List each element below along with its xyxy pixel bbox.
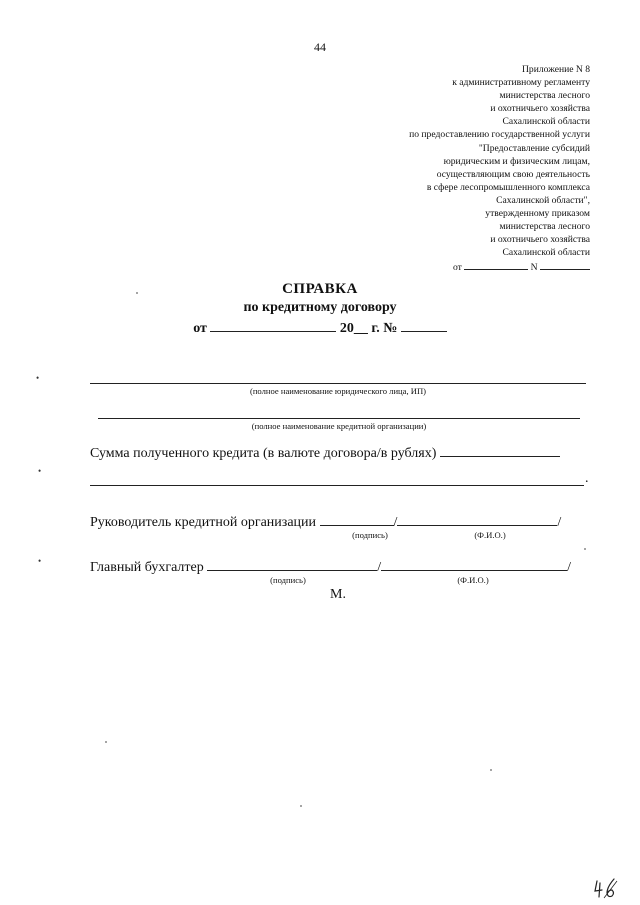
appendix-line: по предоставлению государственной услуги	[409, 129, 590, 141]
reference-from-label: от	[452, 262, 462, 274]
document-subtitle: по кредитному договору	[243, 300, 397, 315]
appendix-line: "Предоставление субсидий	[478, 142, 590, 154]
seal-label: М.	[330, 587, 346, 602]
contract-number-blank	[401, 318, 447, 332]
scan-speck	[490, 769, 492, 771]
head-name-caption: (Ф.И.О.)	[474, 530, 506, 540]
head-label: Руководитель кредитной организации	[90, 515, 317, 530]
credit-amount-label: Сумма полученного кредита (в валюте договора/в рублях)	[90, 446, 437, 461]
document-date-line	[0, 318, 640, 337]
accountant-label: Главный бухгалтер	[90, 560, 204, 575]
accountant-signature-field	[90, 557, 571, 576]
appendix-line: к административному регламенту	[452, 77, 590, 89]
head-slash: /	[393, 515, 398, 530]
credit-amount-field	[90, 443, 560, 462]
appendix-line: министерства лесного	[499, 90, 590, 102]
credit-org-caption: (полное наименование кредитной организации)	[251, 421, 427, 431]
credit-amount-period: .	[585, 471, 589, 486]
reference-number-blank	[540, 260, 590, 270]
scan-speck	[105, 741, 107, 743]
entity-name-line	[90, 383, 586, 384]
appendix-line: и охотничьего хозяйства	[490, 234, 590, 246]
appendix-line: министерства лесного	[499, 221, 590, 233]
punch-mark: •	[38, 466, 42, 476]
handwritten-page-mark	[594, 877, 620, 899]
scan-speck	[136, 292, 138, 294]
page-number: 44	[314, 40, 326, 54]
reference-date-blank	[464, 260, 528, 270]
head-name-blank	[397, 512, 557, 526]
appendix-line: и охотничьего хозяйства	[490, 103, 590, 115]
appendix-line: утвержденному приказом	[485, 208, 590, 220]
document-title: СПРАВКА	[282, 281, 358, 297]
accountant-name-caption: (Ф.И.О.)	[457, 575, 489, 585]
entity-name-caption: (полное наименование юридического лица, ИП)	[249, 386, 427, 396]
punch-mark: •	[38, 556, 42, 566]
credit-amount-blank	[440, 443, 560, 457]
head-slash-end: /	[557, 515, 562, 530]
scan-speck	[300, 805, 302, 807]
punch-mark: •	[36, 373, 40, 383]
credit-org-line	[98, 418, 580, 419]
head-signature-caption: (подпись)	[352, 530, 388, 540]
accountant-slash: /	[377, 560, 382, 575]
appendix-reference-line	[290, 260, 590, 274]
accountant-slash-end: /	[567, 560, 572, 575]
reference-number-label: N	[530, 262, 538, 274]
head-signature-blank	[320, 512, 394, 526]
accountant-signature-caption: (подпись)	[270, 575, 306, 585]
appendix-line: юридическим и физическим лицам,	[443, 155, 590, 167]
appendix-line: Сахалинской области",	[496, 194, 590, 206]
scan-speck	[584, 548, 586, 550]
appendix-line: осуществляющим свою деятельность	[436, 168, 590, 180]
date-prefix: от	[193, 321, 207, 336]
date-blank	[210, 318, 336, 332]
appendix-line: Сахалинской области	[502, 116, 590, 128]
credit-amount-continuation-line	[90, 485, 584, 486]
appendix-line: в сфере лесопромышленного комплекса	[426, 181, 590, 193]
accountant-signature-blank	[207, 557, 377, 571]
appendix-line: Сахалинской области	[502, 247, 590, 259]
appendix-header	[290, 63, 590, 275]
head-signature-field	[90, 512, 561, 531]
accountant-name-blank	[381, 557, 567, 571]
date-suffix: г. №	[371, 321, 398, 336]
date-year: 20__	[339, 321, 368, 336]
appendix-line: Приложение N 8	[521, 64, 590, 75]
